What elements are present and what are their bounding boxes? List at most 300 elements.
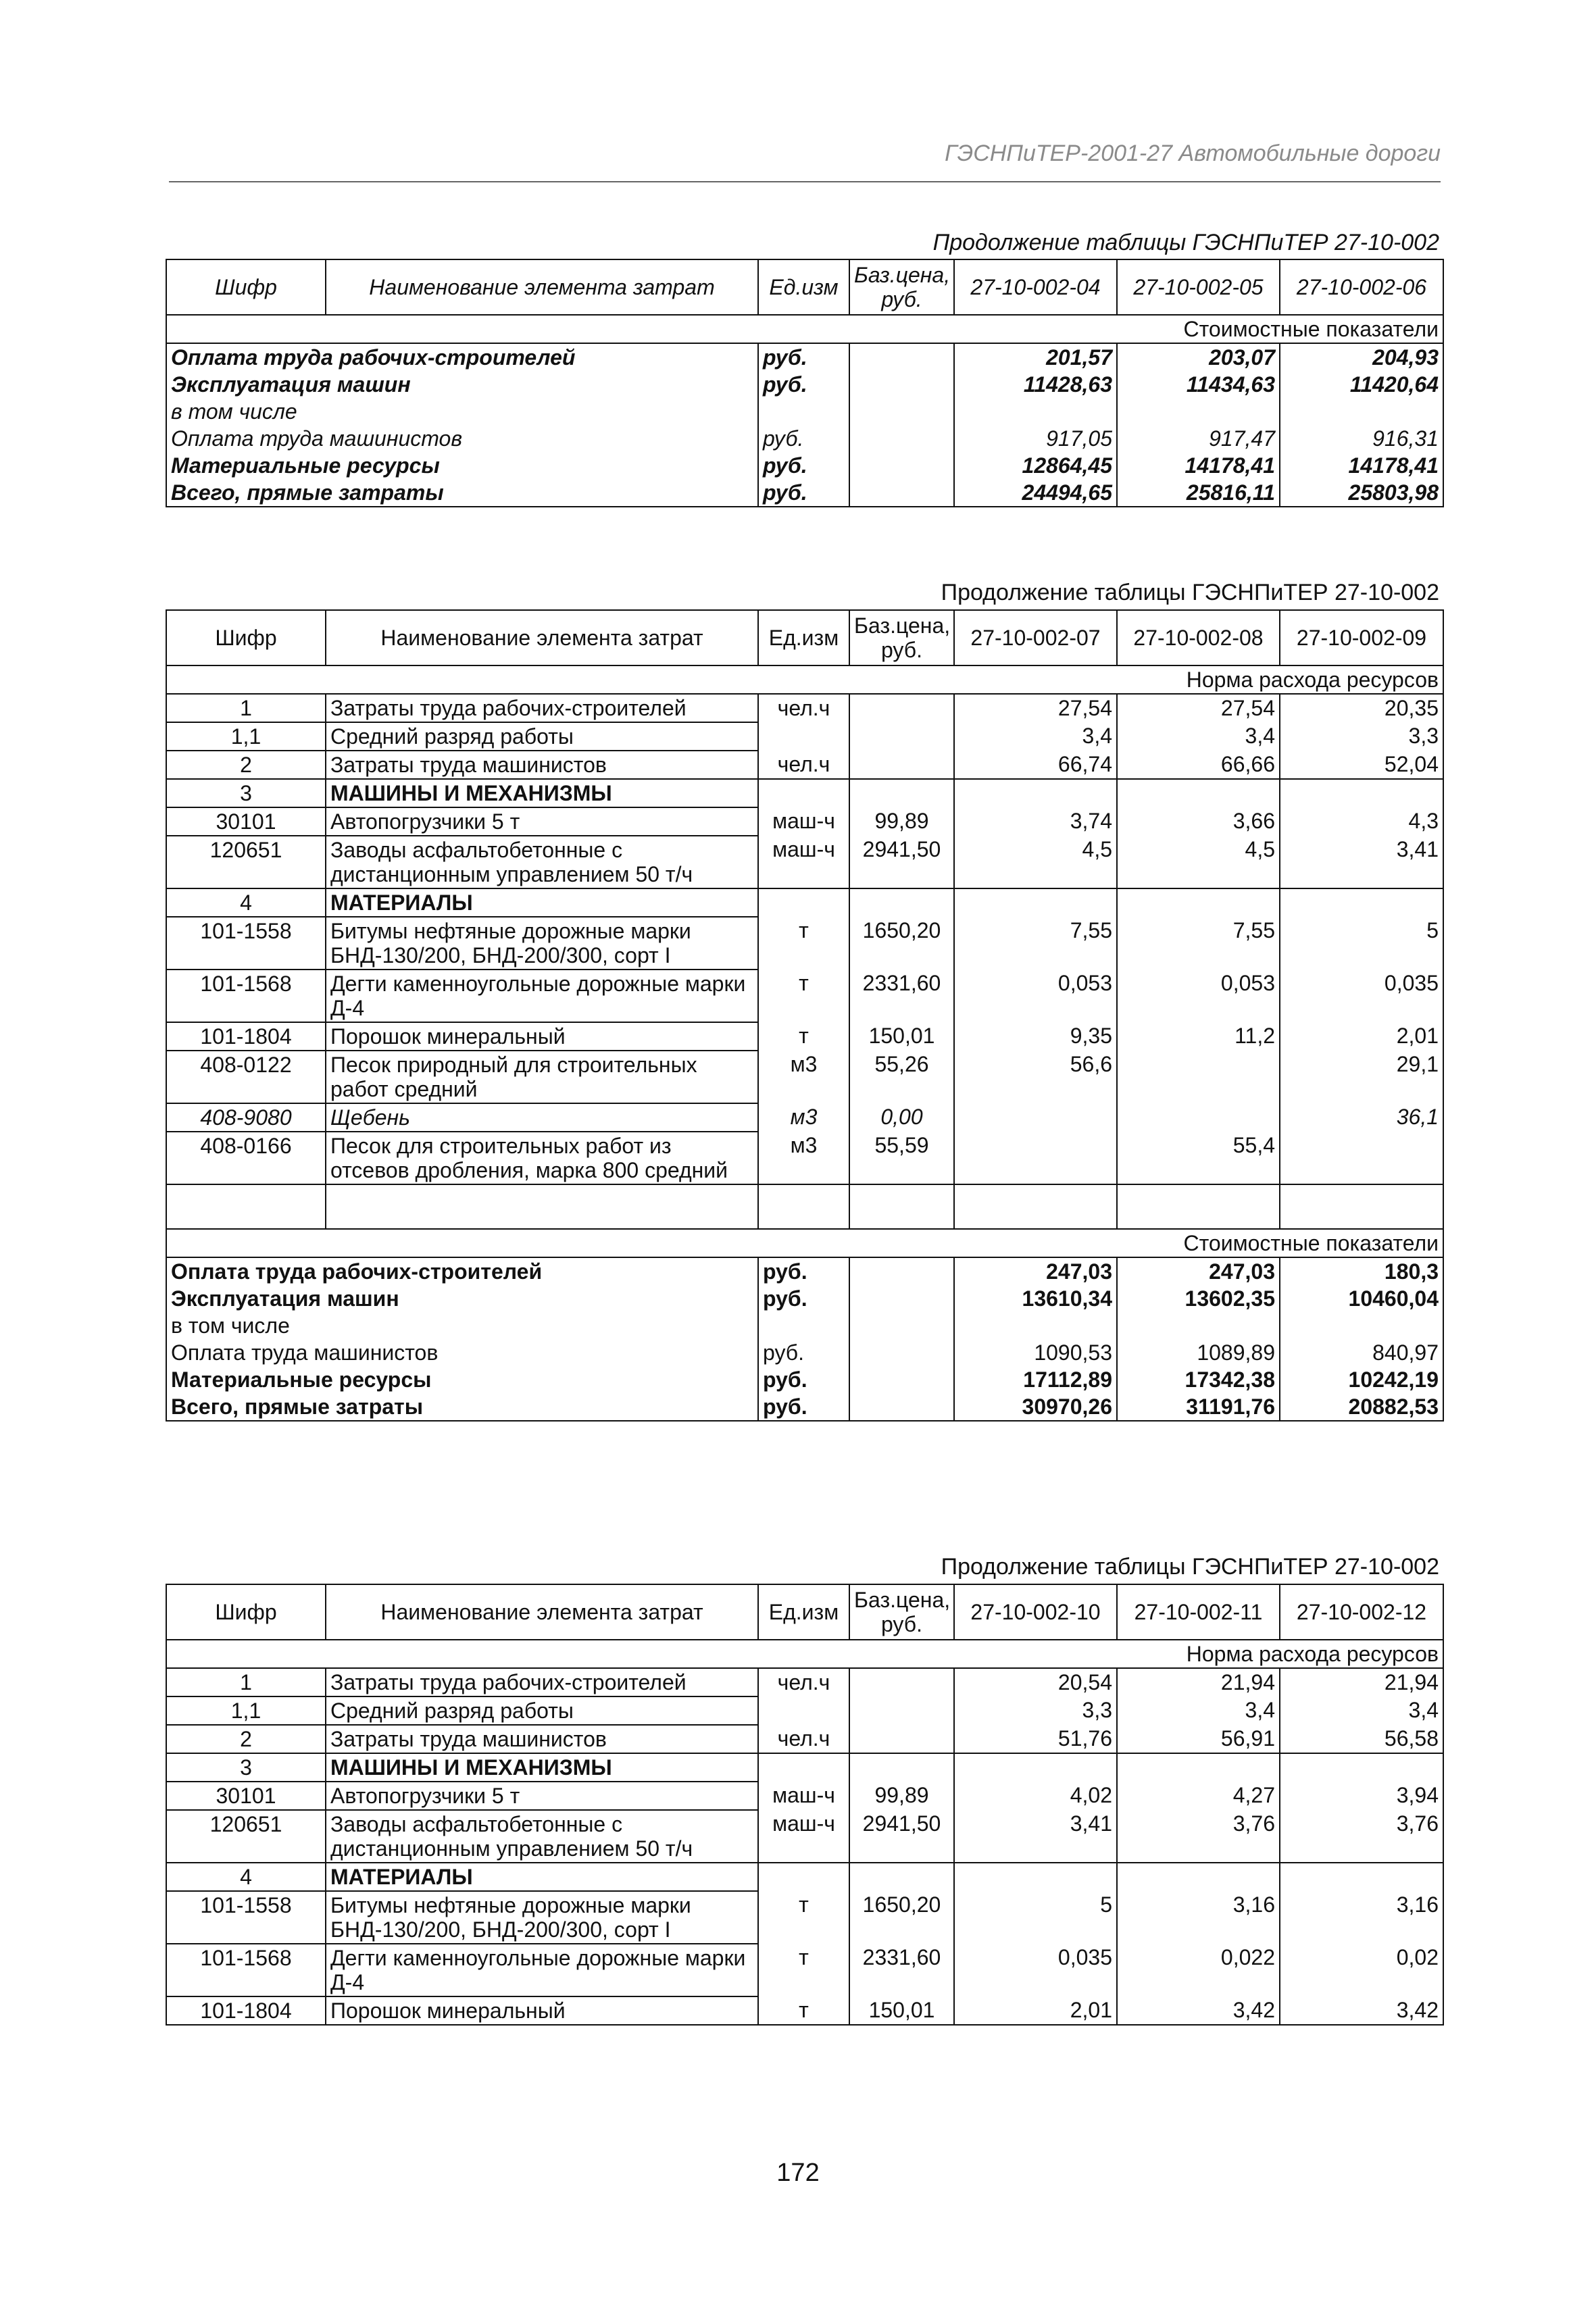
resource-value: 0,035	[954, 1944, 1117, 1996]
resource-value: 5	[954, 1891, 1117, 1944]
cost-item-value: 13602,35	[1117, 1285, 1280, 1312]
cost-item-unit	[758, 398, 849, 425]
resource-value: 55,4	[1117, 1132, 1280, 1184]
resource-row	[166, 694, 1443, 722]
col-code-04: 27-10-002-04	[954, 259, 1117, 315]
resource-price	[849, 1753, 954, 1782]
resource-name: Щебень	[326, 1103, 758, 1132]
cost-item-value: 916,31	[1280, 425, 1443, 452]
resource-price: 150,01	[849, 1022, 954, 1051]
resource-value: 0,02	[1280, 1944, 1443, 1996]
resource-value	[1280, 779, 1443, 807]
col-code-05: 27-10-002-05	[1117, 259, 1280, 315]
resource-row	[166, 751, 1443, 779]
cost-row	[166, 452, 1443, 479]
resource-value: 27,54	[954, 694, 1117, 722]
cost-item-price	[849, 1257, 954, 1285]
cost-item-name: Оплата труда рабочих-строителей	[166, 1257, 758, 1285]
resource-unit: м3	[758, 1103, 849, 1132]
resource-value: 66,74	[954, 751, 1117, 779]
cost-row	[166, 398, 1443, 425]
resource-unit: т	[758, 1022, 849, 1051]
cost-item-price	[849, 479, 954, 507]
resource-value: 20,35	[1280, 694, 1443, 722]
resource-value: 0,053	[1117, 970, 1280, 1022]
col-price-header: Баз.цена, руб.	[849, 259, 954, 315]
col-code-08: 27-10-002-08	[1117, 610, 1280, 665]
cost-row	[166, 479, 1443, 507]
table2	[166, 609, 1443, 1422]
resource-price	[849, 779, 954, 807]
resource-unit: чел.ч	[758, 694, 849, 722]
cost-item-value: 30970,26	[954, 1393, 1117, 1421]
resource-name: Затраты труда машинистов	[326, 1725, 758, 1753]
cost-item-price	[849, 425, 954, 452]
cost-item-value	[1280, 398, 1443, 425]
resource-unit: маш-ч	[758, 836, 849, 888]
resource-value	[1117, 1863, 1280, 1891]
resource-price: 2331,60	[849, 1944, 954, 1996]
col-code-header: Шифр	[166, 259, 326, 315]
resource-name: Дегти каменноугольные дорожные марки Д-4	[326, 1944, 758, 1996]
resource-price	[849, 1668, 954, 1696]
cost-item-value: 11420,64	[1280, 371, 1443, 398]
resource-value: 0,035	[1280, 970, 1443, 1022]
cost-item-price	[849, 1285, 954, 1312]
resource-value: 5	[1280, 917, 1443, 970]
resource-value: 3,4	[1117, 722, 1280, 751]
resource-price: 2331,60	[849, 970, 954, 1022]
cost-item-price	[849, 452, 954, 479]
cost-item-name: Всего, прямые затраты	[166, 479, 758, 507]
cost-item-unit: руб.	[758, 1339, 849, 1366]
page-number: 172	[776, 2159, 820, 2187]
resource-value: 2,01	[954, 1996, 1117, 2025]
cost-item-value: 10242,19	[1280, 1366, 1443, 1393]
cost-item-value	[1280, 1312, 1443, 1339]
table1-caption: Продолжение таблицы ГЭСНПиТЕР 27-10-002	[932, 230, 1439, 255]
cost-item-name: Материальные ресурсы	[166, 452, 758, 479]
resource-price: 2941,50	[849, 1810, 954, 1863]
resource-row	[166, 807, 1443, 836]
resource-row	[166, 1103, 1443, 1132]
cost-item-unit: руб.	[758, 1257, 849, 1285]
col-unit-header: Ед.изм	[758, 1584, 849, 1640]
resource-name: Средний разряд работы	[326, 1696, 758, 1725]
resource-price: 99,89	[849, 1782, 954, 1810]
resource-value: 56,58	[1280, 1725, 1443, 1753]
col-code-11: 27-10-002-11	[1117, 1584, 1280, 1640]
table1	[166, 259, 1443, 507]
cost-section-label: Стоимостные показатели	[166, 1229, 1443, 1257]
cost-item-price	[849, 343, 954, 371]
resource-unit: маш-ч	[758, 1782, 849, 1810]
resource-value: 0,022	[1117, 1944, 1280, 1996]
table3-header-row	[166, 1584, 1443, 1640]
resource-price	[849, 1696, 954, 1725]
resource-code: 1,1	[166, 722, 326, 751]
resource-unit: маш-ч	[758, 1810, 849, 1863]
cost-row	[166, 1393, 1443, 1421]
resource-value	[954, 1753, 1117, 1782]
resource-unit: т	[758, 1996, 849, 2025]
resource-price: 150,01	[849, 1996, 954, 2025]
resource-row	[166, 1051, 1443, 1103]
cost-item-value: 180,3	[1280, 1257, 1443, 1285]
resource-row	[166, 888, 1443, 917]
cost-row	[166, 1257, 1443, 1285]
resource-unit	[758, 722, 849, 751]
cost-item-value: 13610,34	[954, 1285, 1117, 1312]
resource-row	[166, 1891, 1443, 1944]
resource-value	[954, 888, 1117, 917]
resource-value: 3,16	[1117, 1891, 1280, 1944]
resource-value: 66,66	[1117, 751, 1280, 779]
resource-value	[1280, 888, 1443, 917]
resource-value: 4,5	[954, 836, 1117, 888]
resource-row	[166, 917, 1443, 970]
resource-value: 27,54	[1117, 694, 1280, 722]
resource-unit: чел.ч	[758, 1668, 849, 1696]
section-row	[166, 665, 1443, 694]
resource-unit	[758, 1863, 849, 1891]
resource-value: 3,4	[1280, 1696, 1443, 1725]
resource-value	[1117, 1103, 1280, 1132]
resource-price	[849, 1863, 954, 1891]
resource-value: 3,94	[1280, 1782, 1443, 1810]
cost-item-value: 12864,45	[954, 452, 1117, 479]
cost-item-value	[1117, 1312, 1280, 1339]
spacer-row	[166, 1184, 1443, 1229]
cost-item-unit	[758, 1312, 849, 1339]
table1-body	[166, 343, 1443, 507]
resource-value: 4,27	[1117, 1782, 1280, 1810]
resource-value: 29,1	[1280, 1051, 1443, 1103]
cost-item-value	[954, 1312, 1117, 1339]
cost-item-value: 1090,53	[954, 1339, 1117, 1366]
cost-item-value: 247,03	[954, 1257, 1117, 1285]
section-label: Норма расхода ресурсов	[166, 1640, 1443, 1668]
cost-row	[166, 1285, 1443, 1312]
cost-item-value: 25816,11	[1117, 479, 1280, 507]
cost-item-value: 917,05	[954, 425, 1117, 452]
resource-code: 4	[166, 888, 326, 917]
resource-price: 0,00	[849, 1103, 954, 1132]
cost-item-unit: руб.	[758, 479, 849, 507]
resource-value: 0,053	[954, 970, 1117, 1022]
resource-value	[954, 1132, 1117, 1184]
resource-code: 120651	[166, 836, 326, 888]
cost-item-value: 20882,53	[1280, 1393, 1443, 1421]
cost-item-value: 11434,63	[1117, 371, 1280, 398]
section-row	[166, 315, 1443, 343]
resource-value: 3,66	[1117, 807, 1280, 836]
cost-item-name: Эксплуатация машин	[166, 371, 758, 398]
cost-item-name: Всего, прямые затраты	[166, 1393, 758, 1421]
resource-value	[1117, 888, 1280, 917]
resource-row	[166, 1944, 1443, 1996]
resource-name: Заводы асфальтобетонные с дистанционным управлением 50 т/ч	[326, 836, 758, 888]
resource-unit	[758, 1696, 849, 1725]
col-code-10: 27-10-002-10	[954, 1584, 1117, 1640]
resource-code: 30101	[166, 807, 326, 836]
resource-code: 101-1568	[166, 1944, 326, 1996]
cost-item-name: в том числе	[166, 398, 758, 425]
cost-item-unit: руб.	[758, 425, 849, 452]
resource-row	[166, 1132, 1443, 1184]
cost-row	[166, 343, 1443, 371]
cost-item-value: 11428,63	[954, 371, 1117, 398]
cost-item-value	[954, 398, 1117, 425]
resource-name: Песок для строительных работ из отсевов дробления, марка 800 средний	[326, 1132, 758, 1184]
resource-price	[849, 694, 954, 722]
resource-value: 4,02	[954, 1782, 1117, 1810]
resource-name: Порошок минеральный	[326, 1996, 758, 2025]
cost-row	[166, 1366, 1443, 1393]
table2-body	[166, 694, 1443, 1184]
cost-item-name: Оплата труда машинистов	[166, 1339, 758, 1366]
cost-item-value: 917,47	[1117, 425, 1280, 452]
resource-row	[166, 722, 1443, 751]
resource-unit: т	[758, 1891, 849, 1944]
resource-value: 3,4	[1117, 1696, 1280, 1725]
cost-item-price	[849, 1366, 954, 1393]
cost-row	[166, 425, 1443, 452]
resource-value: 3,4	[954, 722, 1117, 751]
section-row	[166, 1640, 1443, 1668]
resource-row	[166, 1696, 1443, 1725]
cost-item-value: 14178,41	[1280, 452, 1443, 479]
resource-code: 2	[166, 751, 326, 779]
resource-code: 101-1804	[166, 1996, 326, 2025]
col-unit-header: Ед.изм	[758, 259, 849, 315]
cost-item-value: 204,93	[1280, 343, 1443, 371]
cost-item-value: 1089,89	[1117, 1339, 1280, 1366]
resource-name: МАТЕРИАЛЫ	[326, 1863, 758, 1891]
resource-row	[166, 1022, 1443, 1051]
resource-code: 408-0166	[166, 1132, 326, 1184]
table2-totals	[166, 1257, 1443, 1421]
cost-item-name: Оплата труда машинистов	[166, 425, 758, 452]
resource-price	[849, 888, 954, 917]
cost-item-price	[849, 1312, 954, 1339]
table3-body	[166, 1668, 1443, 2025]
resource-unit: м3	[758, 1051, 849, 1103]
resource-value: 9,35	[954, 1022, 1117, 1051]
resource-price: 1650,20	[849, 917, 954, 970]
resource-value: 3,74	[954, 807, 1117, 836]
resource-value: 7,55	[954, 917, 1117, 970]
resource-row	[166, 1725, 1443, 1753]
cost-item-name: Оплата труда рабочих-строителей	[166, 343, 758, 371]
resource-value: 3,76	[1280, 1810, 1443, 1863]
resource-value	[1280, 1753, 1443, 1782]
resource-name: МАТЕРИАЛЫ	[326, 888, 758, 917]
resource-code: 4	[166, 1863, 326, 1891]
resource-value	[1280, 1863, 1443, 1891]
cost-item-value: 201,57	[954, 343, 1117, 371]
resource-price: 55,26	[849, 1051, 954, 1103]
col-name-header: Наименование элемента затрат	[326, 1584, 758, 1640]
resource-value: 21,94	[1117, 1668, 1280, 1696]
section-label: Норма расхода ресурсов	[166, 665, 1443, 694]
resource-name: Затраты труда машинистов	[326, 751, 758, 779]
resource-value: 56,91	[1117, 1725, 1280, 1753]
col-code-06: 27-10-002-06	[1280, 259, 1443, 315]
resource-value: 3,3	[954, 1696, 1117, 1725]
col-name-header: Наименование элемента затрат	[326, 610, 758, 665]
section-label: Стоимостные показатели	[166, 315, 1443, 343]
resource-value: 52,04	[1280, 751, 1443, 779]
cost-item-value: 247,03	[1117, 1257, 1280, 1285]
resource-value: 3,42	[1280, 1996, 1443, 2025]
resource-value: 3,41	[954, 1810, 1117, 1863]
resource-value: 4,5	[1117, 836, 1280, 888]
resource-value	[1117, 1051, 1280, 1103]
resource-row	[166, 1668, 1443, 1696]
resource-name: Средний разряд работы	[326, 722, 758, 751]
resource-value: 3,16	[1280, 1891, 1443, 1944]
cost-item-unit: руб.	[758, 1366, 849, 1393]
col-price-header: Баз.цена, руб.	[849, 610, 954, 665]
cost-item-value: 25803,98	[1280, 479, 1443, 507]
resource-row	[166, 1810, 1443, 1863]
resource-unit: т	[758, 1944, 849, 1996]
resource-price: 2941,50	[849, 836, 954, 888]
resource-row	[166, 836, 1443, 888]
resource-unit	[758, 1753, 849, 1782]
resource-name: МАШИНЫ И МЕХАНИЗМЫ	[326, 1753, 758, 1782]
resource-value	[1117, 1753, 1280, 1782]
resource-name: Битумы нефтяные дорожные марки БНД-130/200, БНД-200/300, сорт I	[326, 1891, 758, 1944]
resource-code: 3	[166, 1753, 326, 1782]
table1-header-row	[166, 259, 1443, 315]
cost-item-price	[849, 1339, 954, 1366]
resource-code: 101-1558	[166, 917, 326, 970]
col-code-07: 27-10-002-07	[954, 610, 1117, 665]
resource-value: 3,3	[1280, 722, 1443, 751]
resource-row	[166, 1863, 1443, 1891]
resource-value: 21,94	[1280, 1668, 1443, 1696]
resource-name: МАШИНЫ И МЕХАНИЗМЫ	[326, 779, 758, 807]
col-code-header: Шифр	[166, 610, 326, 665]
resource-code: 30101	[166, 1782, 326, 1810]
resource-code: 3	[166, 779, 326, 807]
cost-item-name: Материальные ресурсы	[166, 1366, 758, 1393]
col-name-header: Наименование элемента затрат	[326, 259, 758, 315]
cost-row	[166, 1339, 1443, 1366]
resource-code: 101-1804	[166, 1022, 326, 1051]
cost-item-name: Эксплуатация машин	[166, 1285, 758, 1312]
resource-name: Автопогрузчики 5 т	[326, 807, 758, 836]
cost-row	[166, 371, 1443, 398]
resource-unit	[758, 779, 849, 807]
cost-item-value: 17342,38	[1117, 1366, 1280, 1393]
resource-name: Песок природный для строительных работ средний	[326, 1051, 758, 1103]
resource-row	[166, 1753, 1443, 1782]
resource-price	[849, 722, 954, 751]
cost-item-value: 10460,04	[1280, 1285, 1443, 1312]
resource-name: Затраты труда рабочих-строителей	[326, 1668, 758, 1696]
cost-item-value: 24494,65	[954, 479, 1117, 507]
resource-code: 408-0122	[166, 1051, 326, 1103]
resource-value	[1280, 1132, 1443, 1184]
cost-item-unit: руб.	[758, 371, 849, 398]
resource-value	[1117, 779, 1280, 807]
resource-value: 3,76	[1117, 1810, 1280, 1863]
table2-header-row	[166, 610, 1443, 665]
resource-name: Автопогрузчики 5 т	[326, 1782, 758, 1810]
resource-value	[954, 1103, 1117, 1132]
resource-unit	[758, 888, 849, 917]
cost-item-price	[849, 1393, 954, 1421]
resource-row	[166, 779, 1443, 807]
resource-code: 1	[166, 1668, 326, 1696]
cost-row	[166, 1312, 1443, 1339]
resource-unit: чел.ч	[758, 1725, 849, 1753]
resource-name: Дегти каменноугольные дорожные марки Д-4	[326, 970, 758, 1022]
resource-row	[166, 970, 1443, 1022]
resource-value: 2,01	[1280, 1022, 1443, 1051]
resource-value	[954, 779, 1117, 807]
cost-item-unit: руб.	[758, 343, 849, 371]
cost-item-unit: руб.	[758, 452, 849, 479]
resource-code: 1,1	[166, 1696, 326, 1725]
resource-value: 3,41	[1280, 836, 1443, 888]
table3-caption: Продолжение таблицы ГЭСНПиТЕР 27-10-002	[941, 1554, 1439, 1580]
resource-code: 101-1568	[166, 970, 326, 1022]
cost-item-unit: руб.	[758, 1285, 849, 1312]
resource-value: 36,1	[1280, 1103, 1443, 1132]
resource-unit: т	[758, 970, 849, 1022]
resource-value: 20,54	[954, 1668, 1117, 1696]
resource-value: 3,42	[1117, 1996, 1280, 2025]
resource-price	[849, 1725, 954, 1753]
resource-code: 120651	[166, 1810, 326, 1863]
cost-item-name: в том числе	[166, 1312, 758, 1339]
resource-price: 55,59	[849, 1132, 954, 1184]
cost-item-value: 840,97	[1280, 1339, 1443, 1366]
cost-item-value	[1117, 398, 1280, 425]
resource-name: Порошок минеральный	[326, 1022, 758, 1051]
resource-price: 99,89	[849, 807, 954, 836]
resource-unit: маш-ч	[758, 807, 849, 836]
col-code-header: Шифр	[166, 1584, 326, 1640]
resource-code: 1	[166, 694, 326, 722]
resource-price	[849, 751, 954, 779]
col-code-09: 27-10-002-09	[1280, 610, 1443, 665]
col-unit-header: Ед.изм	[758, 610, 849, 665]
resource-value: 7,55	[1117, 917, 1280, 970]
cost-item-price	[849, 371, 954, 398]
cost-item-price	[849, 398, 954, 425]
resource-value: 11,2	[1117, 1022, 1280, 1051]
resource-price: 1650,20	[849, 1891, 954, 1944]
resource-value	[954, 1863, 1117, 1891]
resource-code: 2	[166, 1725, 326, 1753]
resource-value: 51,76	[954, 1725, 1117, 1753]
cost-item-value: 17112,89	[954, 1366, 1117, 1393]
running-header: ГЭСНПиТЕР-2001-27 Автомобильные дороги	[169, 141, 1441, 182]
col-price-header: Баз.цена, руб.	[849, 1584, 954, 1640]
resource-unit: м3	[758, 1132, 849, 1184]
cost-section-row	[166, 1229, 1443, 1257]
table3	[166, 1584, 1443, 2026]
resource-code: 101-1558	[166, 1891, 326, 1944]
resource-code: 408-9080	[166, 1103, 326, 1132]
resource-unit: чел.ч	[758, 751, 849, 779]
resource-row	[166, 1996, 1443, 2025]
